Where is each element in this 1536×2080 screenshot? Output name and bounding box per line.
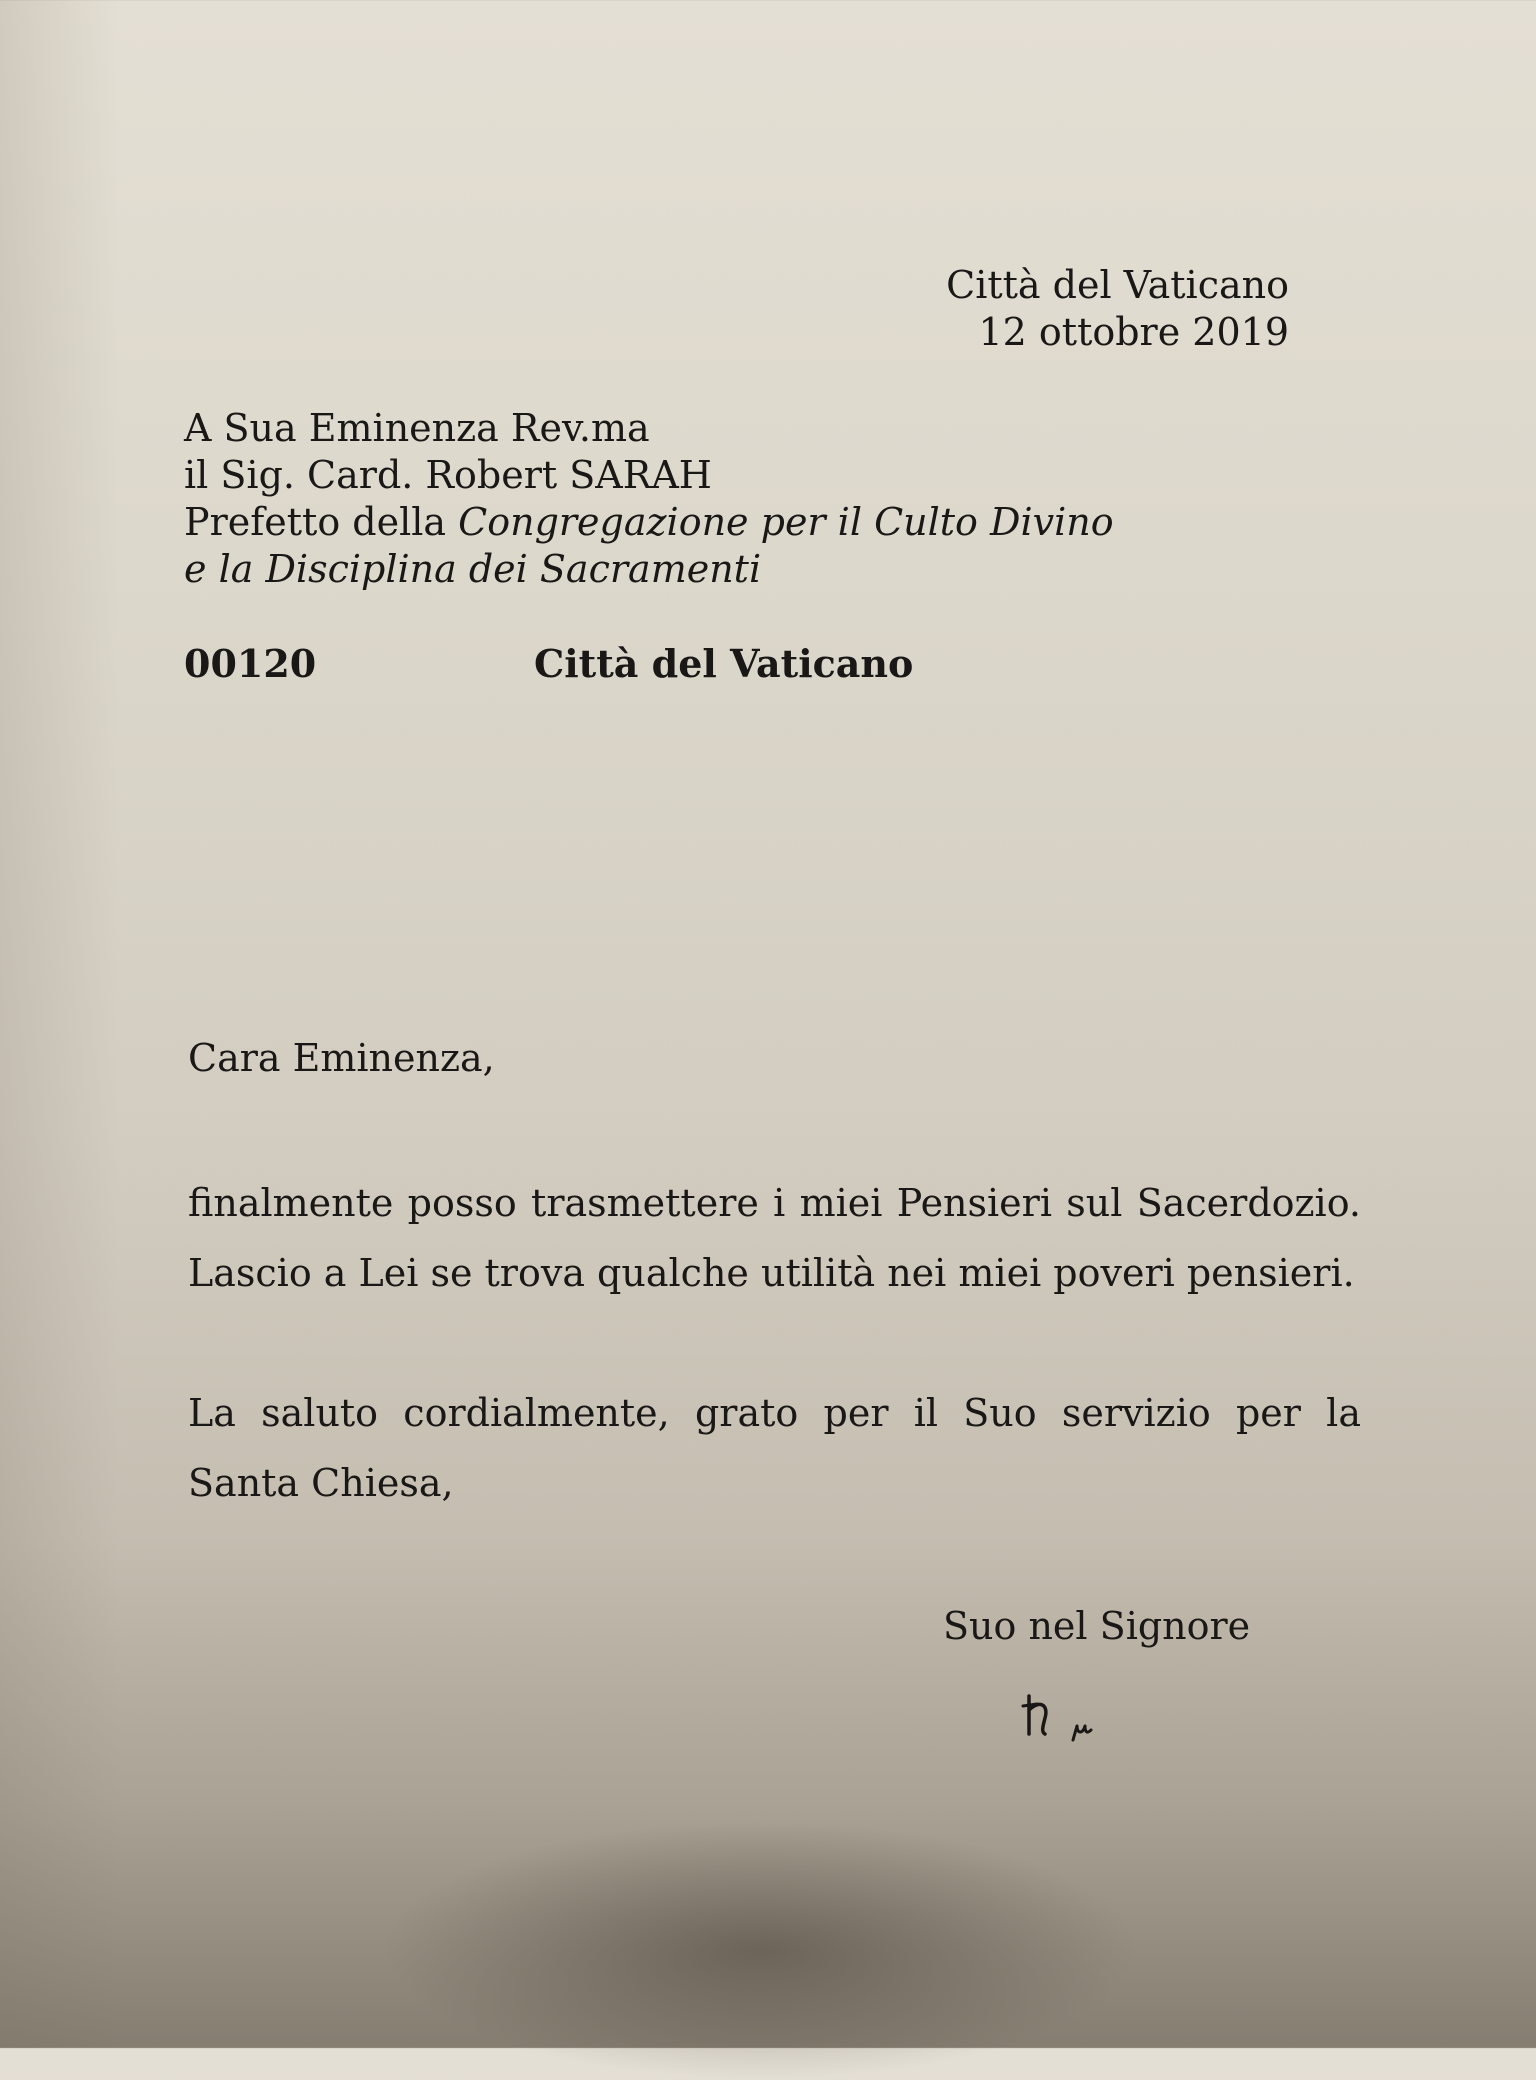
recipient-line-1: A Sua Eminenza Rev.ma: [184, 406, 650, 450]
closing-text: Suo nel Signore: [943, 1604, 1251, 1648]
recipient-line-3-prefix: Prefetto della: [184, 500, 459, 544]
recipient-address: [184, 405, 1114, 593]
postal-city: Città del Vaticano: [534, 641, 914, 686]
recipient-line-2: il Sig. Card. Robert SARAH: [184, 453, 712, 497]
salutation: Cara Eminenza,: [188, 1036, 495, 1080]
handwritten-signature: [1015, 1690, 1125, 1750]
letter-date: 12 ottobre 2019: [978, 310, 1289, 354]
body-paragraph-2: La saluto cordialmente, grato per il Suo servizio per la Santa Chiesa,: [188, 1391, 1361, 1505]
letter-place: Città del Vaticano: [946, 263, 1289, 307]
recipient-line-3: [184, 499, 1114, 546]
postal-line: [184, 640, 1084, 687]
recipient-line-3-italic: Congregazione per il Culto Divino: [458, 500, 1114, 544]
body-paragraph-1: finalmente posso trasmettere i miei Pensieri sul Sacerdozio. Lascio a Lei se trova qualche utilità nei miei poveri pensieri.: [188, 1181, 1361, 1295]
recipient-line-4: e la Disciplina dei Sacramenti: [184, 547, 762, 591]
postal-code: 00120: [184, 641, 317, 686]
place-date-block: [946, 262, 1289, 356]
